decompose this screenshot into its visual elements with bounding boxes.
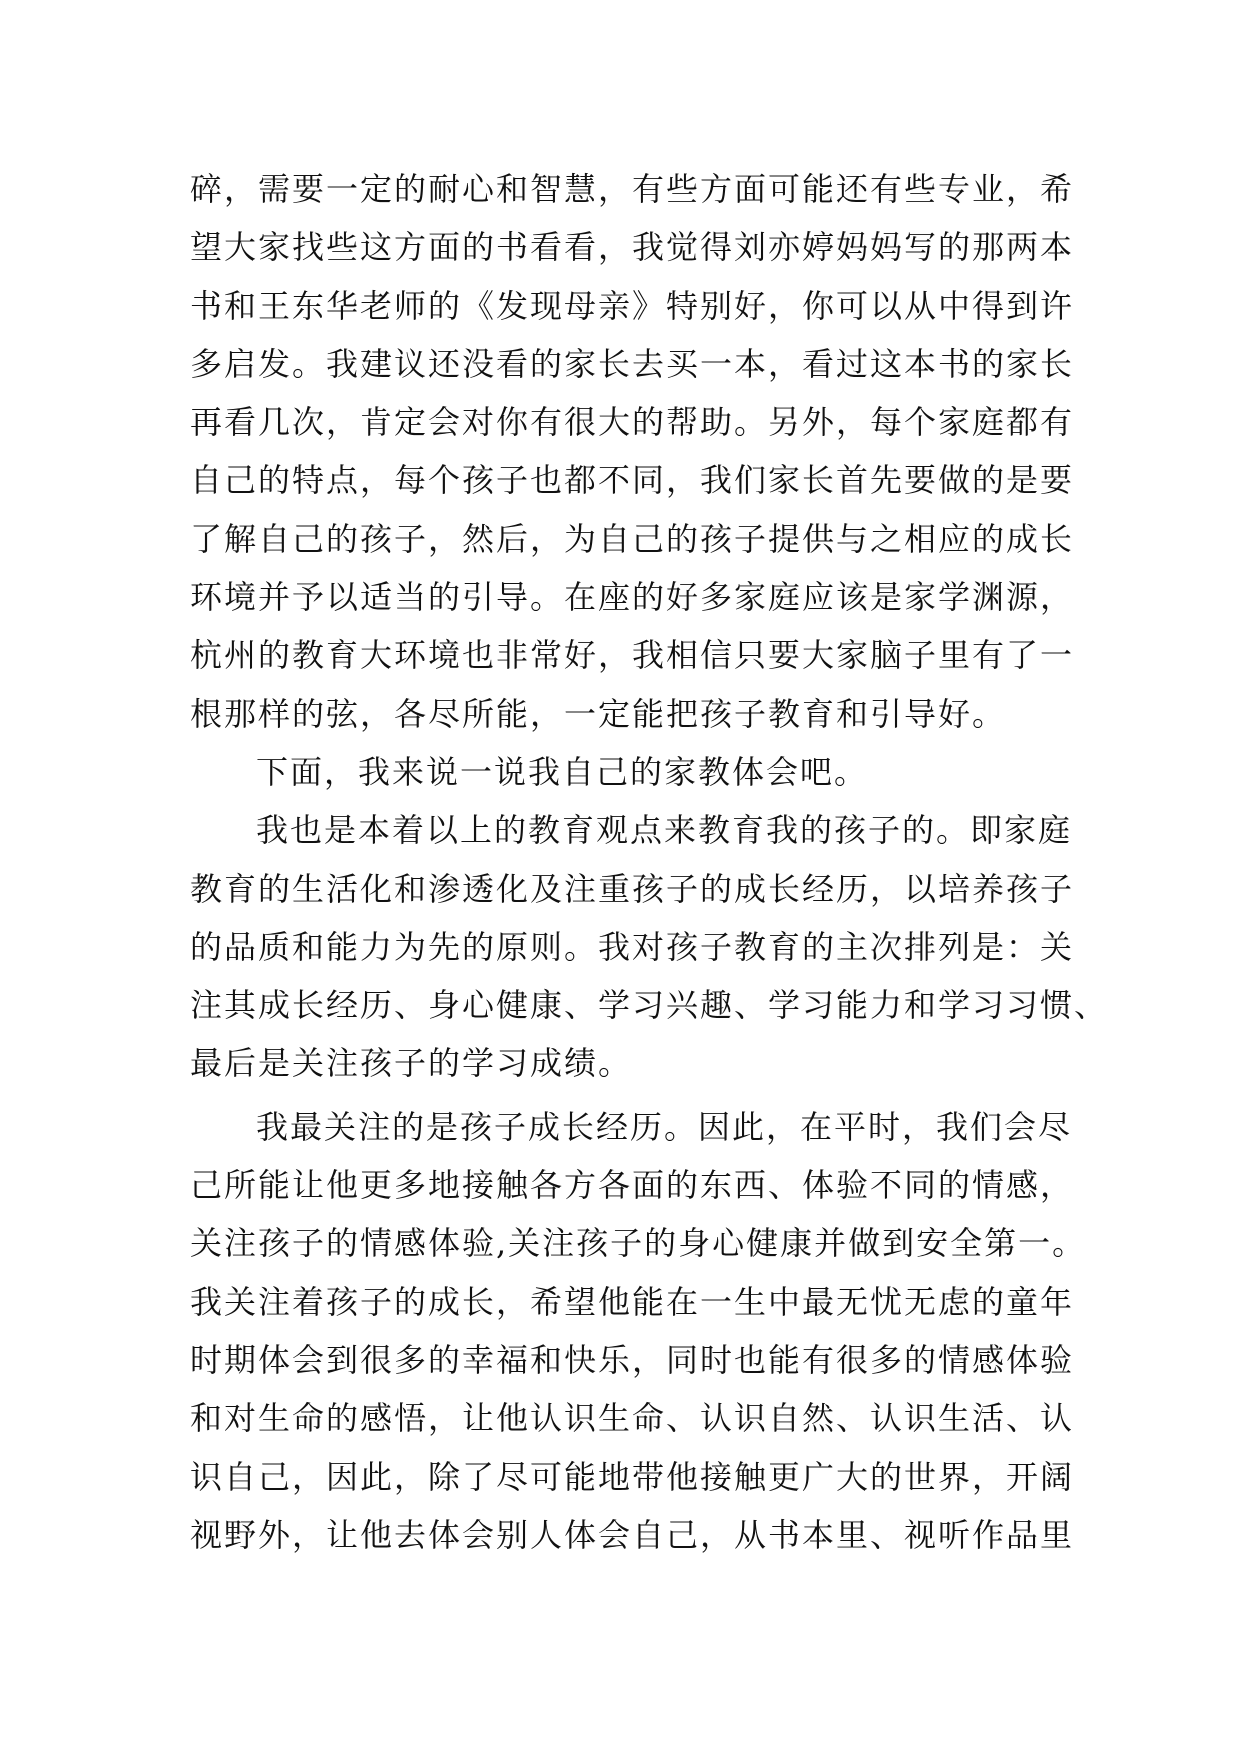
text-line: 了解自己的孩子，然后，为自己的孩子提供与之相应的成长 <box>190 519 1075 558</box>
text-line: 环境并予以适当的引导。在座的好多家庭应该是家学渊源， <box>190 578 1075 617</box>
paragraph-start-line: 下面，我来说一说我自己的家教体会吧。 <box>256 752 869 791</box>
text-line: 杭州的教育大环境也非常好，我相信只要大家脑子里有了一 <box>190 636 1075 675</box>
text-line: 己所能让他更多地接触各方各面的东西、体验不同的情感， <box>190 1166 1075 1205</box>
body-text <box>190 160 1109 1564</box>
text-line: 望大家找些这方面的书看看，我觉得刘亦婷妈妈写的那两本 <box>190 228 1075 267</box>
text-line: 书和王东华老师的《发现母亲》特别好，你可以从中得到许 <box>190 286 1075 325</box>
text-line: 最后是关注孩子的学习成绩。 <box>190 1044 633 1083</box>
text-line: 视野外，让他去体会别人体会自己，从书本里、视听作品里 <box>190 1515 1075 1554</box>
text-line: 关注孩子的情感体验,关注孩子的身心健康并做到安全第一。 <box>190 1224 1087 1263</box>
text-line: 多启发。我建议还没看的家长去买一本，看过这本书的家长 <box>190 344 1075 383</box>
text-line: 的品质和能力为先的原则。我对孩子教育的主次排列是：关 <box>190 927 1075 966</box>
text-line: 和对生命的感悟，让他认识生命、认识自然、认识生活、认 <box>190 1399 1075 1438</box>
text-line: 自己的特点，每个孩子也都不同，我们家长首先要做的是要 <box>190 461 1075 500</box>
paragraph-start-line: 我最关注的是孩子成长经历。因此，在平时，我们会尽 <box>256 1107 1073 1146</box>
text-line: 识自己，因此，除了尽可能地带他接触更广大的世界，开阔 <box>190 1457 1075 1496</box>
text-line: 时期体会到很多的幸福和快乐，同时也能有很多的情感体验 <box>190 1340 1075 1379</box>
text-line: 注其成长经历、身心健康、学习兴趣、学习能力和学习习惯、 <box>190 986 1109 1025</box>
text-line: 教育的生活化和渗透化及注重孩子的成长经历，以培养孩子 <box>190 869 1075 908</box>
text-line: 碎，需要一定的耐心和智慧，有些方面可能还有些专业，希 <box>190 170 1075 208</box>
text-line: 我关注着孩子的成长，希望他能在一生中最无忧无虑的童年 <box>190 1282 1075 1321</box>
paragraph-start-line: 我也是本着以上的教育观点来教育我的孩子的。即家庭 <box>256 811 1073 850</box>
text-line: 根那样的弦，各尽所能，一定能把孩子教育和引导好。 <box>190 694 1007 733</box>
text-line: 再看几次，肯定会对你有很大的帮助。另外，每个家庭都有 <box>190 403 1075 442</box>
